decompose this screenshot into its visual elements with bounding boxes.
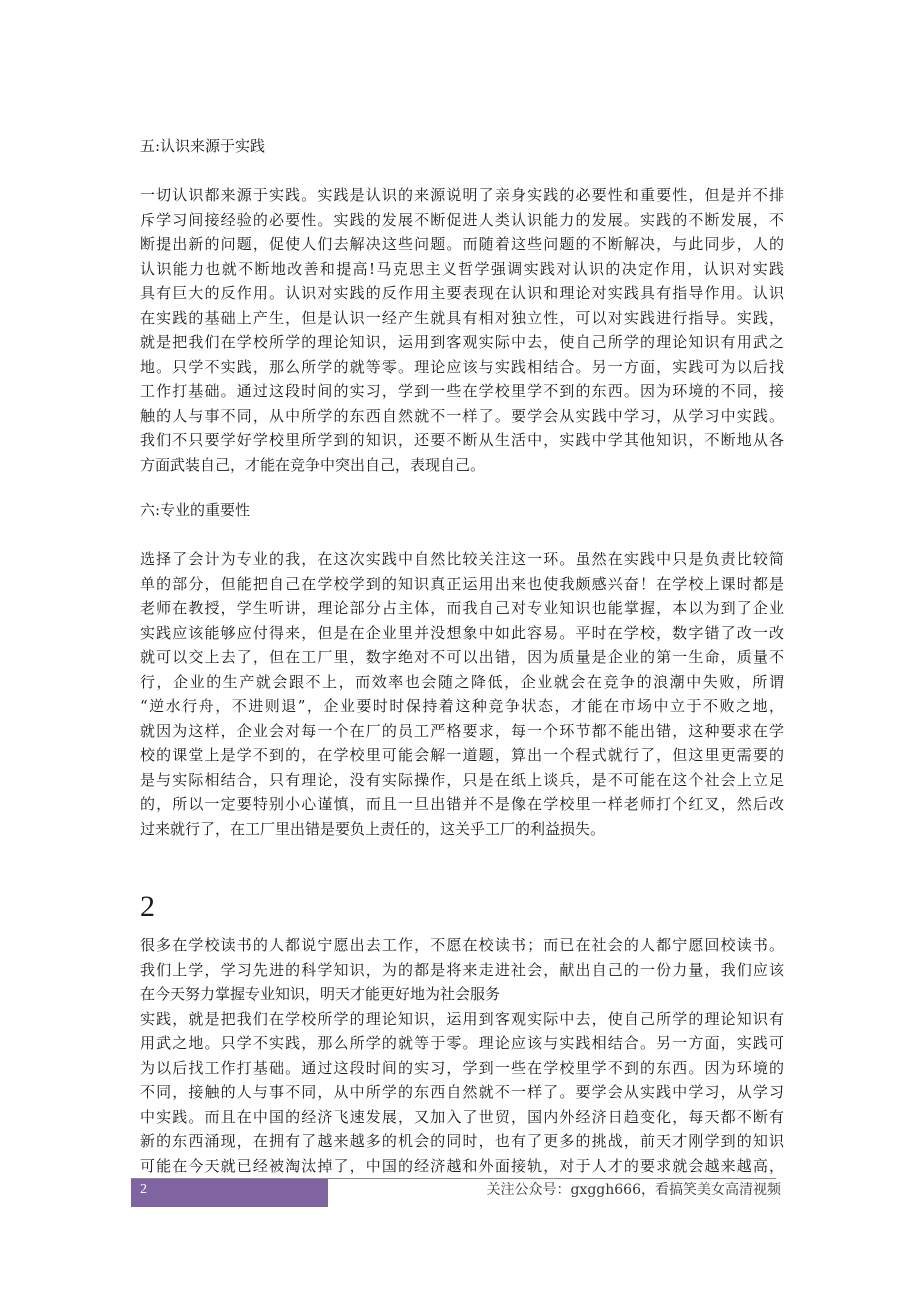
text-line: 工作打基础。通过这段时间的实习，学到一些在学校里学不到的东西。因为环境的不同，接 — [140, 382, 784, 400]
text-line: 认识能力也就不断地改善和提高!马克思主义哲学强调实践对认识的决定作用，认识对实践 — [140, 259, 784, 278]
text-line: 的，所以一定要特别小心谨慎，而且一旦出错并不是像在学校里一样老师打个红叉，然后改 — [140, 795, 784, 813]
text-line: 在今天努力掌握专业知识，明天才能更好地为社会服务 — [140, 985, 501, 1003]
text-line: 在实践的基础上产生，但是认识一经产生就具有相对独立性，可以对实践进行指导。实践， — [140, 308, 784, 327]
text-line: 斥学习间接经验的必要性。实践的发展不断促进人类认识能力的发展。实践的不断发展，不 — [140, 210, 784, 229]
text-line: 我们上学，学习先进的科学知识，为的都是将来走进社会，献出自己的一份力量，我们应该 — [140, 960, 784, 979]
footer-page-tab — [131, 1179, 328, 1207]
text-line: 是与实际相结合，只有理论，没有实际操作，只是在纸上谈兵，是不可能在这个社会上立足 — [140, 770, 784, 789]
text-line: 具有巨大的反作用。认识对实践的反作用主要表现在认识和理论对实践具有指导作用。认识 — [140, 284, 784, 302]
text-line: 很多在学校读书的人都说宁愿出去工作，不愿在校读书；而已在社会的人都宁愿回校读书。 — [140, 936, 784, 954]
text-line: 不同，接触的人与事不同，从中所学的东西自然就不一样了。要学会从实践中学习，从学习 — [140, 1083, 784, 1101]
text-line: 选择了会计为专业的我，在这次实践中自然比较关注这一环。虽然在实践中只是负责比较简 — [140, 550, 784, 568]
text-line: 可能在今天就已经被淘汰掉了，中国的经济越和外面接轨，对于人才的要求就会越来越高， — [140, 1156, 784, 1175]
part-2-paragraph — [140, 933, 784, 1178]
section-6-heading: 六:专业的重要性 — [140, 501, 251, 519]
text-line: 过来就行了，在工厂里出错是要负上责任的，这关乎工厂的利益损失。 — [140, 819, 606, 838]
text-line: 校的课堂上是学不到的，在学校里可能会解一道题，算出一个程式就行了，但这里更需要的 — [140, 746, 784, 764]
text-line: 为以后找工作打基础。通过这段时间的实习，学到一些在学校里学不到的东西。因为环境的 — [140, 1058, 784, 1077]
text-line: 就因为这样，企业会对每一个在厂的员工严格要求，每一个环节都不能出错，这种要求在学 — [140, 721, 784, 740]
text-line: 老师在教授，学生听讲，理论部分占主体，而我自己对专业知识也能掌握，本以为到了企业 — [140, 599, 784, 617]
text-line: “逆水行舟，不进则退”，企业要时时保持着这种竞争状态，才能在市场中立于不败之地， — [140, 697, 784, 715]
text-line: 用武之地。只学不实践，那么所学的就等于零。理论应该与实践相结合。另一方面，实践可 — [140, 1034, 784, 1052]
footer-note: 关注公众号：gxggh666，看搞笑美女高清视频 — [486, 1182, 781, 1198]
text-line: 实践应该能够应付得来，但是在企业里并没想象中如此容易。平时在学校，数字错了改一改 — [140, 623, 784, 642]
section-5-heading: 五:认识来源于实践 — [140, 137, 266, 155]
text-line: 新的东西涌现，在拥有了越来越多的机会的同时，也有了更多的挑战，前天才刚学到的知识 — [140, 1132, 784, 1150]
text-line: 断提出新的问题，促使人们去解决这些问题。而随着这些问题的不断解决，与此同步，人的 — [140, 235, 784, 253]
text-line: 触的人与事不同，从中所学的东西自然就不一样了。要学会从实践中学习，从学习中实践。 — [140, 406, 784, 425]
text-line: 行，企业的生产就会跟不上，而效率也会随之降低，企业就会在竞争的浪潮中失败，所谓 — [140, 672, 784, 691]
text-line: 就是把我们在学校所学的理论知识，运用到客观实际中去，使自己所学的理论知识有用武之 — [140, 333, 784, 351]
part-number: 2 — [140, 890, 155, 923]
text-line: 一切认识都来源于实践。实践是认识的来源说明了亲身实践的必要性和重要性，但是并不排 — [140, 186, 784, 204]
text-line: 方面武装自己，才能在竞争中突出自己，表现自己。 — [140, 455, 486, 474]
text-line: 地。只学不实践，那么所学的就等零。理论应该与实践相结合。另一方面，实践可为以后找 — [140, 357, 784, 376]
section-6-paragraph — [140, 547, 784, 841]
text-line: 就可以交上去了，但在工厂里，数字绝对不可以出错，因为质量是企业的第一生命，质量不 — [140, 648, 784, 666]
text-line: 实践，就是把我们在学校所学的理论知识，运用到客观实际中去，使自己所学的理论知识有 — [140, 1009, 784, 1028]
footer-page-number: 2 — [140, 1182, 147, 1197]
text-line: 中实践。而且在中国的经济飞速发展，又加入了世贸，国内外经济日趋变化，每天都不断有 — [140, 1107, 784, 1126]
text-line: 单的部分，但能把自己在学校学到的知识真正运用出来也使我颇感兴奋！在学校上课时都是 — [140, 574, 784, 593]
section-5-paragraph — [140, 183, 784, 477]
text-line: 我们不只要学好学校里所学到的知识，还要不断从生活中，实践中学其他知识，不断地从各 — [140, 431, 784, 449]
